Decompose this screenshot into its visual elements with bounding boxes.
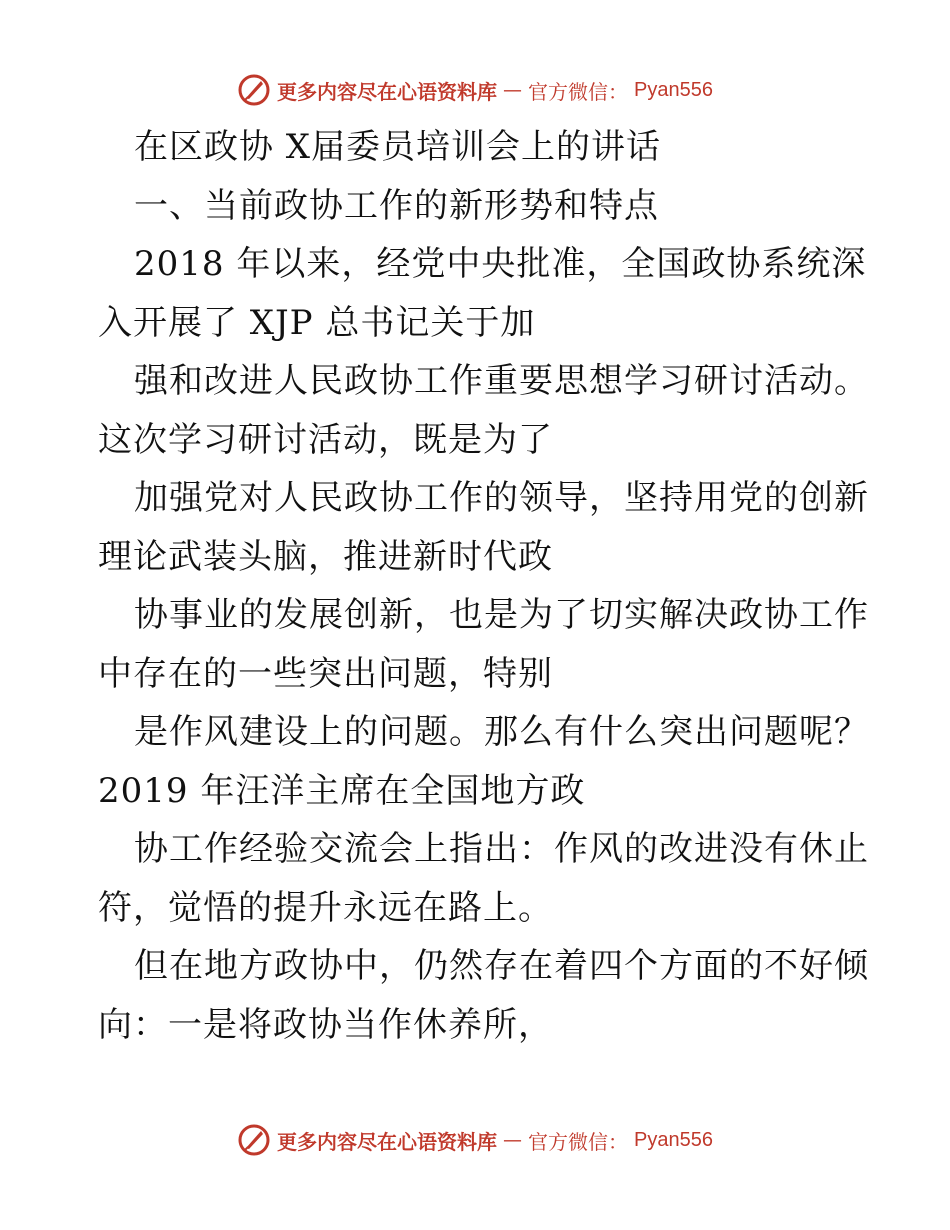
watermark-brand: 更多内容尽在心语资料库 — [277, 1129, 498, 1154]
paragraph-line: 符，觉悟的提升永远在路上。 — [98, 887, 553, 928]
footer-watermark — [0, 1122, 950, 1158]
watermark-wechat-id: Pyan556 — [634, 1128, 713, 1151]
watermark-wechat-id: Pyan556 — [634, 78, 713, 101]
watermark-wechat-label: 官方微信： — [528, 79, 629, 104]
paragraph-line: 2019 年汪洋主席在全国地方政 — [98, 770, 586, 811]
paragraph-line: 是作风建设上的问题。那么有什么突出问题呢？ — [134, 712, 869, 752]
paragraph-line: 入开展了 XJP 总书记关于加 — [98, 302, 536, 343]
paragraph-line: 协事业的发展创新，也是为了切实解决政协工作 — [134, 595, 869, 635]
quill-circle-icon — [237, 1123, 271, 1157]
paragraph-line: 这次学习研讨活动，既是为了 — [98, 419, 553, 460]
quill-circle-icon — [237, 73, 271, 107]
paragraph-line: 强和改进人民政协工作重要思想学习研讨活动。 — [134, 361, 869, 401]
document-title: 在区政协 X届委员培训会上的讲话 — [134, 127, 662, 167]
paragraph-line: 理论武装头脑，推进新时代政 — [98, 536, 553, 577]
paragraph-line: 2018 年以来，经党中央批准，全国政协系统深 — [134, 244, 867, 284]
watermark-separator: — — [503, 1129, 523, 1151]
paragraph-line: 向：一是将政协当作休养所， — [98, 1004, 553, 1045]
document-body — [98, 118, 869, 1054]
paragraph-line: 中存在的一些突出问题，特别 — [98, 653, 553, 694]
section-heading: 一、当前政协工作的新形势和特点 — [134, 185, 659, 226]
watermark-separator: — — [503, 79, 523, 101]
watermark-wechat-label: 官方微信： — [528, 1129, 629, 1154]
paragraph-line: 加强党对人民政协工作的领导，坚持用党的创新 — [134, 478, 869, 518]
watermark-brand: 更多内容尽在心语资料库 — [277, 79, 498, 104]
paragraph-line: 协工作经验交流会上指出：作风的改进没有休止 — [134, 829, 869, 869]
header-watermark — [0, 72, 950, 108]
paragraph-line: 但在地方政协中，仍然存在着四个方面的不好倾 — [134, 946, 869, 986]
